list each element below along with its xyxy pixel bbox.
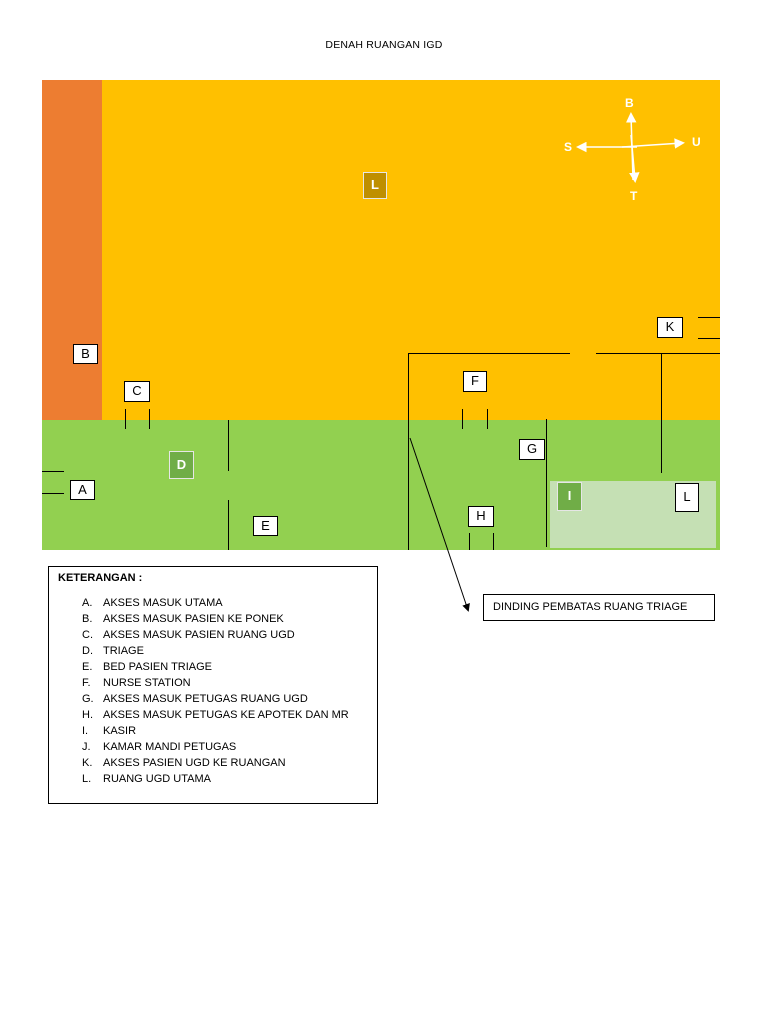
label-a: A bbox=[70, 480, 95, 500]
compass-north: B bbox=[625, 96, 634, 110]
legend-text: RUANG UGD UTAMA bbox=[103, 773, 211, 785]
legend-text: AKSES MASUK PASIEN RUANG UGD bbox=[103, 629, 295, 641]
legend-text: AKSES MASUK UTAMA bbox=[103, 597, 223, 609]
label-g: G bbox=[519, 439, 545, 460]
legend-letter: F. bbox=[82, 677, 91, 689]
label-e: E bbox=[253, 516, 278, 536]
compass-south: S bbox=[564, 140, 573, 154]
legend-text: KAMAR MANDI PETUGAS bbox=[103, 741, 237, 753]
compass-east: U bbox=[692, 135, 701, 149]
legend-letter: K. bbox=[82, 757, 93, 769]
label-d: D bbox=[169, 451, 194, 479]
label-l-main: L bbox=[363, 172, 387, 199]
compass-west: T bbox=[630, 189, 638, 203]
legend-letter: A. bbox=[82, 597, 93, 609]
legend-text: AKSES PASIEN UGD KE RUANGAN bbox=[103, 757, 286, 769]
legend-text: KASIR bbox=[103, 725, 137, 737]
label-h: H bbox=[468, 506, 494, 527]
label-l-side: L bbox=[675, 483, 699, 512]
legend-letter: D. bbox=[82, 645, 93, 657]
legend-title: KETERANGAN : bbox=[58, 572, 143, 584]
legend-letter: H. bbox=[82, 709, 93, 721]
label-b: B bbox=[73, 344, 98, 364]
label-f: F bbox=[463, 371, 487, 392]
legend-letter: J. bbox=[82, 741, 91, 753]
legend-text: NURSE STATION bbox=[103, 677, 191, 689]
legend-text: AKSES MASUK PETUGAS RUANG UGD bbox=[103, 693, 308, 705]
legend-letter: I. bbox=[82, 725, 89, 737]
legend-text: TRIAGE bbox=[103, 645, 144, 657]
label-c: C bbox=[124, 381, 150, 402]
legend-letter: B. bbox=[82, 613, 93, 625]
legend-letter: E. bbox=[82, 661, 93, 673]
label-k: K bbox=[657, 317, 683, 338]
legend-text: AKSES MASUK PETUGAS KE APOTEK DAN MR bbox=[103, 709, 349, 721]
legend-box bbox=[48, 566, 378, 804]
label-i: I bbox=[557, 482, 582, 511]
legend-letter: L. bbox=[82, 773, 92, 785]
legend-text: AKSES MASUK PASIEN KE PONEK bbox=[103, 613, 284, 625]
legend-text: BED PASIEN TRIAGE bbox=[103, 661, 213, 673]
diagram-title: DENAH RUANGAN IGD bbox=[325, 39, 443, 51]
legend-letter: G. bbox=[82, 693, 94, 705]
legend-letter: C. bbox=[82, 629, 93, 641]
triage-wall-callout: DINDING PEMBATAS RUANG TRIAGE bbox=[483, 594, 715, 621]
